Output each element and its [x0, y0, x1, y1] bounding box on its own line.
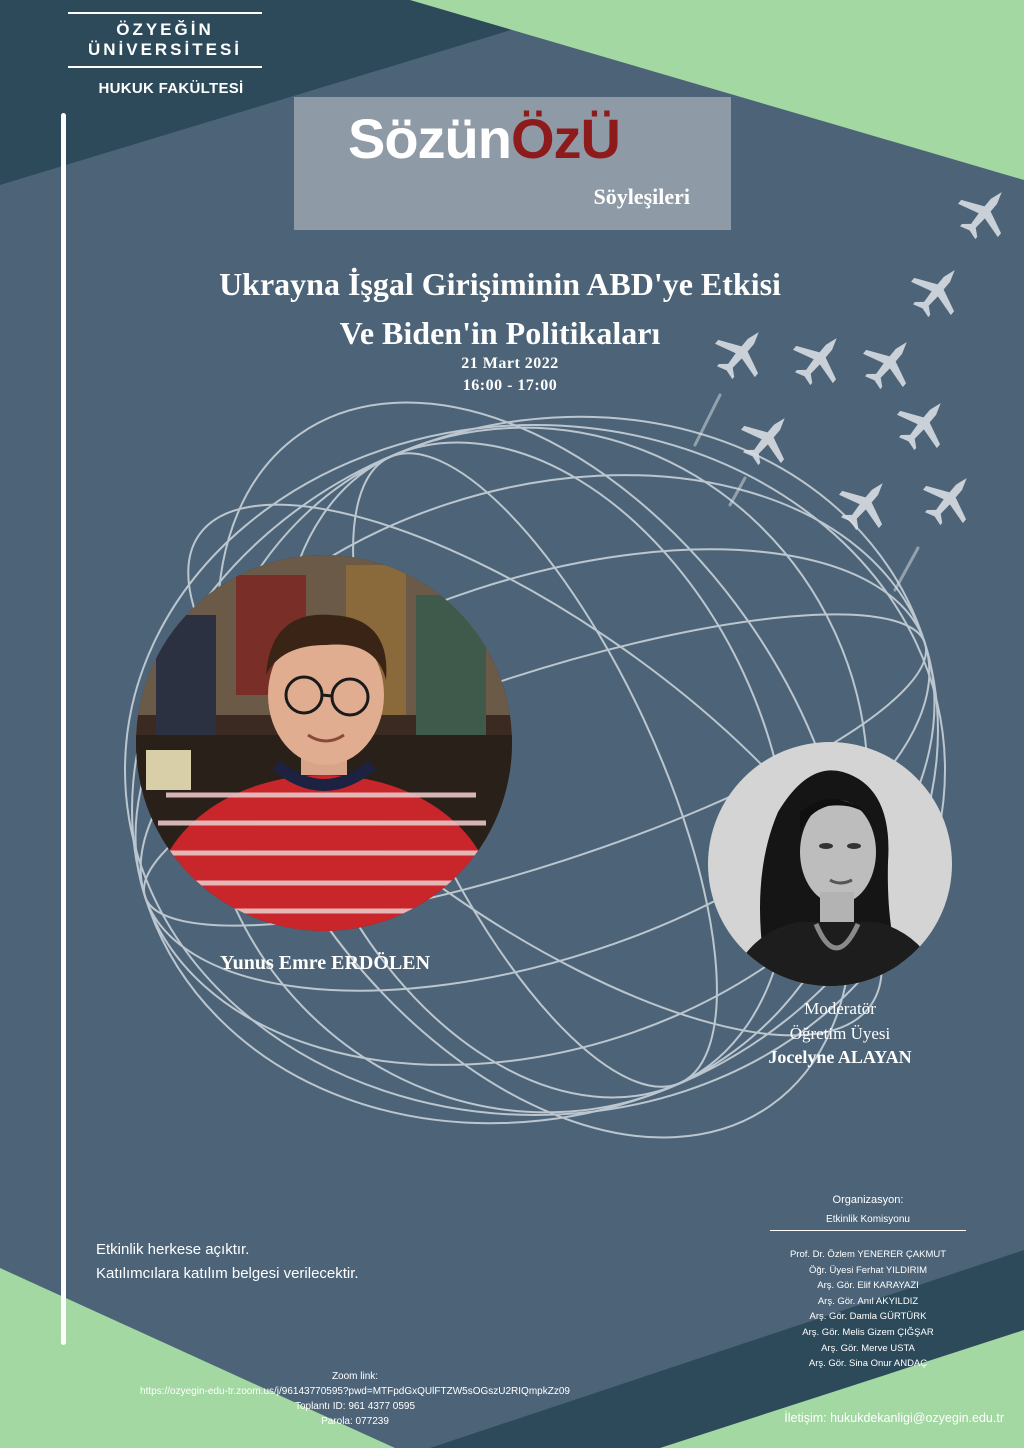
organization-title: Organizasyon: — [832, 1194, 904, 1206]
moderator-role: Moderatör — [804, 999, 876, 1018]
member-item: Prof. Dr. Özlem YENERER ÇAKMUT — [789, 1249, 947, 1260]
zoom-label: Zoom link: — [331, 1371, 379, 1382]
university-name-line2: ÜNİVERSİTESİ — [87, 40, 243, 59]
faculty-name: HUKUK FAKÜLTESİ — [98, 80, 244, 97]
note-certificate: Katılımcılara katılım belgesi verilecektir. — [96, 1265, 359, 1282]
brand-word-part2: ÖzÜ — [510, 107, 620, 170]
university-logo — [68, 12, 262, 70]
moderator-name: Jocelyne ALAYAN — [768, 1047, 912, 1067]
moderator-title: Öğretim Üyesi — [789, 1024, 891, 1043]
note-open-to-all: Etkinlik herkese açıktır. — [96, 1241, 250, 1258]
organization-divider — [770, 1230, 966, 1231]
zoom-password: Parola: 077239 — [321, 1416, 389, 1427]
decorative-vertical-bar — [61, 113, 66, 1345]
organization-members — [760, 1247, 976, 1372]
event-title-line1: Ukrayna İşgal Girişiminin ABD'ye Etkisi — [219, 266, 781, 302]
speaker-photo — [136, 555, 512, 931]
event-date: 21 Mart 2022 — [461, 355, 559, 372]
member-item: Arş. Gör. Sina Onur ANDAÇ — [808, 1358, 928, 1370]
zoom-link[interactable]: https://ozyegin-edu-tr.zoom.us/j/96143770595?pwd=MTFpdGxQUlFTZW5sOGszU2RIQmpkZz09 — [140, 1386, 570, 1397]
organization-committee: Etkinlik Komisyonu — [826, 1214, 910, 1225]
event-title-line2: Ve Biden'in Politikaları — [339, 315, 661, 351]
event-notes — [96, 1238, 359, 1286]
event-time: 16:00 - 17:00 — [462, 377, 558, 394]
zoom-info — [100, 1369, 610, 1429]
member-item: Arş. Gör. Merve USTA — [821, 1342, 915, 1354]
university-name-line1: ÖZYEĞİN — [116, 20, 214, 39]
moderator-role-block — [740, 996, 940, 1046]
contact-email[interactable]: İletişim: hukukdekanligi@ozyegin.edu.tr — [784, 1411, 1004, 1425]
member-item: Arş. Gör. Elif KARAYAZI — [817, 1280, 919, 1292]
brand-word-part1: Sözün — [348, 107, 511, 170]
member-item: Arş. Gör. Anıl AKYILDIZ — [817, 1295, 919, 1307]
member-item: Öğr. Üyesi Ferhat YILDIRIM — [808, 1264, 928, 1276]
member-item: Arş. Gör. Melis Gizem ÇIĞŞAR — [802, 1326, 934, 1338]
speaker-name: Yunus Emre ERDÖLEN — [219, 952, 431, 974]
zoom-meeting-id: Toplantı ID: 961 4377 0595 — [294, 1401, 416, 1412]
member-item: Arş. Gör. Damla GÜRTÜRK — [809, 1311, 927, 1323]
brand-subtitle: Söyleşileri — [593, 184, 690, 209]
brand-wordmark — [348, 104, 620, 174]
moderator-photo — [708, 742, 952, 986]
